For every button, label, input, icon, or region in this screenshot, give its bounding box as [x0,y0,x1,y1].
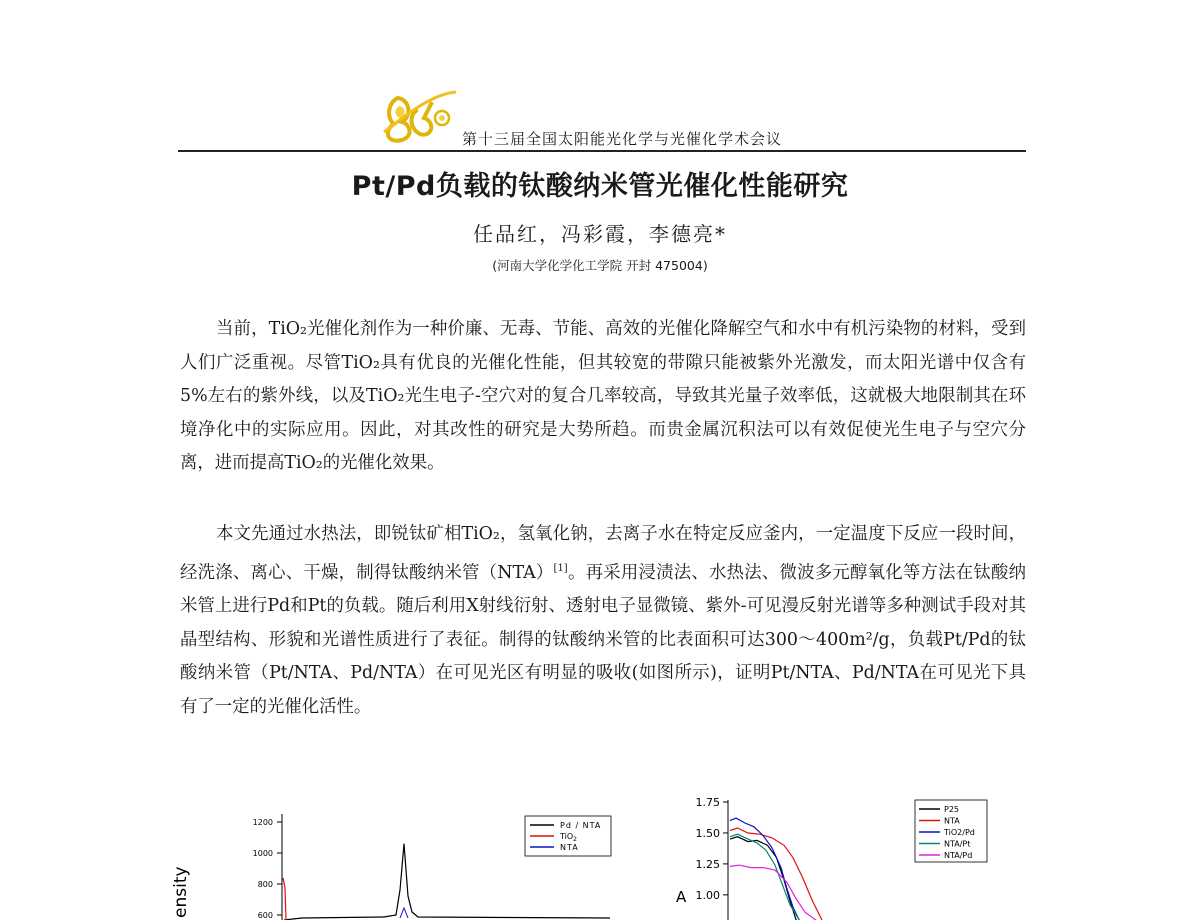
paragraph-intro: 当前，TiO₂光催化剂作为一种价廉、无毒、节能、高效的光催化降解空气和水中有机污染物的材料，受到人们广泛重视。尽管TiO₂具有优良的光催化性能，但其较宽的带隙只能被紫外光激发，而太阳光谱中仅含有5%左右的紫外线，以及TiO₂光生电子-空穴对的复合几率较高，导致其光量子效率低，这就极大地限制其在环境净化中的实际应用。因此，对其改性的研究是大势所趋。而贵金属沉积法可以有效促使光生电子与空穴分离，进而提高TiO₂的光催化效果。 [180,319,1026,474]
uv-vis-y-tick-label: 1.00 [695,888,720,902]
paper-affiliation: (河南大学化学化工学院 开封 475004) [492,258,708,273]
paper-authors: 任品红，冯彩霞，李德亮* [473,222,727,246]
xrd-legend-label: NTA [560,843,579,852]
paragraph-method-part-b: 。再采用浸渍法、水热法、微波多元醇氧化等方法在钛酸纳米管上进行Pd和Pt的负载。随后利用X射线衍射、透射电子显微镜、紫外-可见漫反射光谱等多种测试手段对其晶型结构、形貌和光谱性质进行了表征。制得的钛酸纳米管的比表面积可达300～400m²/g，负载Pt/Pd的钛酸纳米管（Pt/NTA、Pd/NTA）在可见光区有明显的吸收(如图所示)，证明Pt/NTA、Pd/NTA在可见光下具有了一定的光催化活性。 [180,562,1026,717]
citation-ref: [1] [553,562,568,574]
xrd-series-nta [400,908,408,918]
uv-vis-y-tick-label: 1.25 [695,857,720,871]
uv-vis-y-tick-label: 1.75 [695,796,720,809]
header-rule [178,150,1026,152]
paper-title: Pt/Pd负载的钛酸纳米管光催化性能研究 [351,171,849,202]
xrd-y-axis-label: ensity [171,866,191,918]
paragraph-method-part-a: 本文先通过水热法，即锐钛矿相TiO₂，氢氧化钠，去离子水在特定反应釜内，一定温度下反应一段时间，经洗涤、离心、干燥，制得钛酸纳米管（NTA） [180,524,1026,583]
uv-vis-legend-label: P25 [944,805,960,814]
xrd-legend-label-main: TiO [560,832,574,841]
uv-vis-series [730,828,823,920]
xrd-y-tick-label: 1000 [252,849,273,858]
uv-vis-legend-label: NTA/Pd [944,851,973,860]
uv-vis-chart [660,790,1000,920]
uv-vis-y-axis-label: A [676,888,687,906]
paragraph-method [180,518,1026,724]
conference-name: 第十三届全国太阳能光化学与光催化学术会议 [462,130,783,148]
xrd-legend-label-sub: 2 [573,836,577,843]
xrd-y-tick-label: 600 [257,911,273,920]
uv-vis-legend-label: NTA [944,816,960,826]
anniversary-85-logo-icon [380,88,460,146]
uv-vis-y-tick-label: 1.50 [695,826,720,840]
uv-vis-legend-label: NTA/Pt [944,839,971,849]
xrd-y-tick-label: 1200 [252,818,273,827]
xrd-legend-label: Pd / NTA [560,821,602,830]
xrd-chart [170,800,620,920]
xrd-y-tick-label: 800 [257,880,273,889]
xrd-series-tio2 [283,878,286,920]
uv-vis-legend-label: TiO2/Pd [944,828,975,837]
uv-vis-series [730,865,880,920]
